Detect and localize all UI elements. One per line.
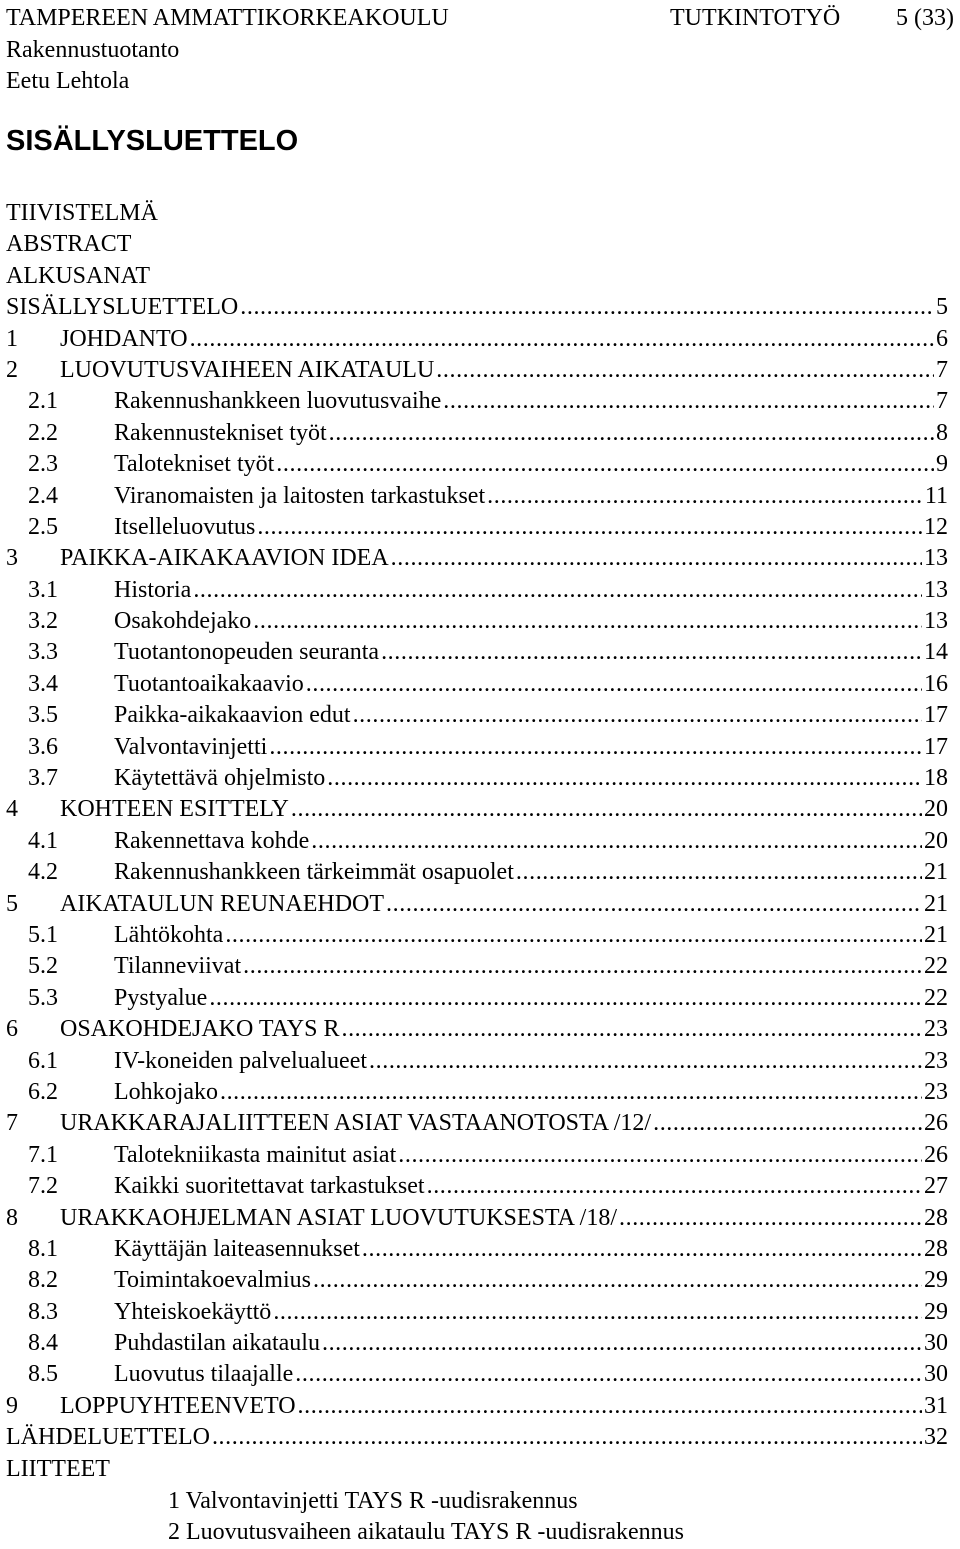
toc-entry-number: 2.3 bbox=[28, 451, 58, 478]
toc-entry bbox=[6, 1171, 948, 1202]
toc-entry bbox=[6, 1203, 948, 1234]
toc-dot-leader bbox=[322, 1328, 922, 1359]
toc-entry-page-number: 29 bbox=[924, 1298, 948, 1325]
toc-entry-title: Lohkojako bbox=[114, 1078, 218, 1105]
toc-entry-page-number: 14 bbox=[924, 639, 948, 666]
toc-entry-title: Käyttäjän laiteasennukset bbox=[114, 1235, 360, 1262]
toc-dot-leader bbox=[269, 732, 922, 763]
toc-entry-number: 3.4 bbox=[28, 670, 58, 697]
toc-dot-leader bbox=[257, 512, 922, 543]
toc-entry bbox=[6, 198, 948, 229]
toc-dot-leader bbox=[443, 386, 934, 417]
toc-entry bbox=[6, 292, 948, 323]
toc-entry-page-number: 23 bbox=[924, 1016, 948, 1043]
toc-entry-title: Rakennushankkeen luovutusvaihe bbox=[114, 388, 442, 415]
toc-entry-page-number: 7 bbox=[936, 388, 948, 415]
toc-entry-title: Rakennettava kohde bbox=[114, 827, 310, 854]
toc-entry bbox=[6, 1234, 948, 1265]
toc-entry-page-number: 13 bbox=[924, 576, 948, 603]
table-of-contents bbox=[6, 198, 948, 1485]
toc-entry-title: Osakohdejako bbox=[114, 608, 252, 635]
toc-entry bbox=[6, 1328, 948, 1359]
toc-entry-title: Lähtökohta bbox=[114, 921, 224, 948]
toc-entry-page-number: 17 bbox=[924, 702, 948, 729]
toc-dot-leader bbox=[313, 1265, 922, 1296]
toc-dot-leader bbox=[362, 1234, 922, 1265]
toc-entry-number: 5 bbox=[6, 890, 18, 917]
toc-entry-title: Käytettävä ohjelmisto bbox=[114, 765, 326, 792]
toc-entry-number: 6 bbox=[6, 1016, 18, 1043]
toc-entry-page-number: 5 bbox=[936, 294, 948, 321]
header-page-indicator: 5 (33) bbox=[896, 5, 954, 31]
toc-dot-leader bbox=[341, 1014, 922, 1045]
toc-entry-page-number: 30 bbox=[924, 1361, 948, 1388]
toc-entry-page-number: 22 bbox=[924, 953, 948, 980]
toc-dot-leader bbox=[427, 1171, 922, 1202]
toc-entry-number: 5.3 bbox=[28, 984, 58, 1011]
toc-entry-number: 8.4 bbox=[28, 1330, 58, 1357]
toc-entry-title: LIITTEET bbox=[6, 1455, 110, 1482]
toc-entry-number: 3.2 bbox=[28, 608, 58, 635]
toc-entry-title: URAKKAOHJELMAN ASIAT LUOVUTUKSESTA /18/ bbox=[60, 1204, 617, 1231]
toc-dot-leader bbox=[291, 794, 922, 825]
toc-entry-page-number: 30 bbox=[924, 1330, 948, 1357]
toc-entry bbox=[6, 575, 948, 606]
toc-entry-number: 3.5 bbox=[28, 702, 58, 729]
toc-entry bbox=[6, 512, 948, 543]
toc-entry-number: 7 bbox=[6, 1110, 18, 1137]
toc-dot-leader bbox=[306, 669, 922, 700]
toc-entry bbox=[6, 1297, 948, 1328]
toc-entry-page-number: 28 bbox=[924, 1204, 948, 1231]
toc-entry-page-number: 23 bbox=[924, 1047, 948, 1074]
toc-entry-number: 6.2 bbox=[28, 1078, 58, 1105]
toc-dot-leader bbox=[212, 1422, 922, 1453]
toc-entry-number: 4 bbox=[6, 796, 18, 823]
toc-entry-page-number: 9 bbox=[936, 451, 948, 478]
toc-entry bbox=[6, 826, 948, 857]
toc-dot-leader bbox=[209, 983, 922, 1014]
toc-entry bbox=[6, 700, 948, 731]
toc-entry-page-number: 18 bbox=[924, 765, 948, 792]
toc-entry bbox=[6, 543, 948, 574]
toc-dot-leader bbox=[295, 1359, 922, 1390]
toc-entry-page-number: 16 bbox=[924, 670, 948, 697]
toc-entry-title: IV-koneiden palvelualueet bbox=[114, 1047, 368, 1074]
appendix-list bbox=[168, 1486, 684, 1549]
header-institution: TAMPEREEN AMMATTIKORKEAKOULU bbox=[6, 5, 449, 31]
toc-entry bbox=[6, 1265, 948, 1296]
toc-entry-number: 3 bbox=[6, 545, 18, 572]
toc-entry-title: ABSTRACT bbox=[6, 231, 132, 258]
toc-entry-title: Luovutus tilaajalle bbox=[114, 1361, 294, 1388]
toc-entry-number: 8.5 bbox=[28, 1361, 58, 1388]
toc-entry bbox=[6, 449, 948, 480]
toc-entry bbox=[6, 857, 948, 888]
toc-entry bbox=[6, 481, 948, 512]
toc-entry-title: Paikka-aikakaavion edut bbox=[114, 702, 351, 729]
toc-entry-title: LOPPUYHTEENVETO bbox=[60, 1392, 296, 1419]
toc-dot-leader bbox=[243, 951, 922, 982]
toc-entry-page-number: 21 bbox=[924, 890, 948, 917]
toc-entry-page-number: 11 bbox=[924, 482, 948, 509]
toc-entry-title: Tilanneviivat bbox=[114, 953, 242, 980]
toc-entry-number: 4.1 bbox=[28, 827, 58, 854]
toc-entry-title: Tuotantoaikakaavio bbox=[114, 670, 304, 697]
toc-entry bbox=[6, 1359, 948, 1390]
toc-entry-title: URAKKARAJALIITTEEN ASIAT VASTAANOTOSTA /12/ bbox=[60, 1110, 652, 1137]
toc-entry-title: Historia bbox=[114, 576, 192, 603]
toc-entry-title: SISÄLLYSLUETTELO bbox=[6, 294, 239, 321]
toc-entry-page-number: 32 bbox=[924, 1424, 948, 1451]
toc-dot-leader bbox=[369, 1046, 922, 1077]
toc-entry bbox=[6, 983, 948, 1014]
toc-dot-leader bbox=[398, 1140, 922, 1171]
toc-entry-number: 5.1 bbox=[28, 921, 58, 948]
toc-dot-leader bbox=[311, 826, 922, 857]
appendix-item: 1 Valvontavinjetti TAYS R -uudisrakennus bbox=[168, 1488, 578, 1514]
toc-dot-leader bbox=[619, 1203, 922, 1234]
toc-entry-page-number: 29 bbox=[924, 1267, 948, 1294]
header-document-type: TUTKINTOTYÖ bbox=[670, 5, 841, 31]
toc-entry-title: TIIVISTELMÄ bbox=[6, 200, 158, 226]
toc-entry bbox=[6, 418, 948, 449]
toc-entry-number: 3.1 bbox=[28, 576, 58, 603]
toc-entry bbox=[6, 889, 948, 920]
toc-entry-title: Toimintakoevalmius bbox=[114, 1267, 311, 1294]
toc-entry-number: 8.1 bbox=[28, 1235, 58, 1262]
toc-entry-page-number: 7 bbox=[936, 356, 948, 383]
toc-entry-title: Itselleluovutus bbox=[114, 513, 256, 540]
toc-entry-title: Talotekniset työt bbox=[114, 451, 275, 478]
toc-entry-number: 2.2 bbox=[28, 419, 58, 446]
toc-entry bbox=[6, 1046, 948, 1077]
toc-dot-leader bbox=[193, 575, 922, 606]
toc-entry bbox=[6, 1077, 948, 1108]
toc-entry-title: LÄHDELUETTELO bbox=[6, 1424, 210, 1451]
toc-entry-page-number: 22 bbox=[924, 984, 948, 1011]
toc-entry bbox=[6, 1108, 948, 1139]
toc-dot-leader bbox=[298, 1391, 922, 1422]
toc-dot-leader bbox=[386, 889, 922, 920]
toc-dot-leader bbox=[240, 292, 934, 323]
toc-dot-leader bbox=[190, 324, 934, 355]
toc-entry-title: PAIKKA-AIKAKAAVION IDEA bbox=[60, 545, 389, 572]
toc-entry-page-number: 13 bbox=[924, 545, 948, 572]
header-department: Rakennustuotanto bbox=[6, 37, 180, 63]
toc-entry-page-number: 6 bbox=[936, 325, 948, 352]
toc-entry bbox=[6, 669, 948, 700]
toc-entry-title: Rakennustekniset työt bbox=[114, 419, 327, 446]
toc-entry-title: Kaikki suoritettavat tarkastukset bbox=[114, 1173, 425, 1200]
toc-entry bbox=[6, 355, 948, 386]
toc-entry bbox=[6, 1391, 948, 1422]
toc-dot-leader bbox=[253, 606, 922, 637]
toc-entry-page-number: 20 bbox=[924, 827, 948, 854]
toc-entry-title: Tuotantonopeuden seuranta bbox=[114, 639, 380, 666]
toc-entry-number: 6.1 bbox=[28, 1047, 58, 1074]
toc-entry bbox=[6, 1422, 948, 1453]
toc-entry-number: 7.2 bbox=[28, 1173, 58, 1200]
toc-entry bbox=[6, 763, 948, 794]
toc-entry-title: Valvontavinjetti bbox=[114, 733, 268, 760]
appendix-item: 2 Luovutusvaiheen aikataulu TAYS R -uudisrakennus bbox=[168, 1519, 685, 1546]
toc-entry bbox=[6, 732, 948, 763]
toc-entry-number: 7.1 bbox=[28, 1141, 58, 1168]
toc-entry-title: LUOVUTUSVAIHEEN AIKATAULU bbox=[60, 356, 435, 383]
page-title: SISÄLLYSLUETTELO bbox=[6, 125, 299, 157]
toc-entry-title: Talotekniikasta mainitut asiat bbox=[114, 1141, 397, 1168]
toc-entry-title: Rakennushankkeen tärkeimmät osapuolet bbox=[114, 859, 514, 886]
toc-entry bbox=[6, 261, 948, 292]
toc-entry bbox=[6, 951, 948, 982]
toc-dot-leader bbox=[381, 637, 922, 668]
toc-dot-leader bbox=[276, 449, 934, 480]
toc-entry-number: 5.2 bbox=[28, 953, 58, 980]
toc-entry bbox=[6, 920, 948, 951]
toc-entry bbox=[6, 794, 948, 825]
toc-entry-page-number: 12 bbox=[924, 513, 948, 540]
toc-entry-number: 9 bbox=[6, 1392, 18, 1419]
toc-entry-page-number: 31 bbox=[924, 1392, 948, 1419]
toc-entry-page-number: 26 bbox=[924, 1141, 948, 1168]
toc-entry-page-number: 23 bbox=[924, 1078, 948, 1105]
toc-dot-leader bbox=[436, 355, 934, 386]
toc-entry-page-number: 26 bbox=[924, 1110, 948, 1137]
toc-entry-page-number: 8 bbox=[936, 419, 948, 446]
toc-entry-number: 8.2 bbox=[28, 1267, 58, 1294]
toc-entry-title: ALKUSANAT bbox=[6, 262, 150, 289]
toc-entry bbox=[6, 1454, 948, 1485]
toc-dot-leader bbox=[353, 700, 922, 731]
toc-entry bbox=[6, 229, 948, 260]
toc-dot-leader bbox=[487, 481, 923, 512]
header-author: Eetu Lehtola bbox=[6, 68, 130, 94]
toc-dot-leader bbox=[273, 1297, 922, 1328]
toc-entry-page-number: 27 bbox=[924, 1173, 948, 1200]
toc-entry-page-number: 20 bbox=[924, 796, 948, 823]
toc-entry-number: 2 bbox=[6, 356, 18, 383]
toc-entry bbox=[6, 1014, 948, 1045]
toc-entry-number: 8 bbox=[6, 1204, 18, 1231]
toc-entry-title: AIKATAULUN REUNAEHDOT bbox=[60, 890, 385, 917]
toc-entry-title: Puhdastilan aikataulu bbox=[114, 1330, 320, 1357]
toc-entry-number: 3.7 bbox=[28, 765, 58, 792]
toc-dot-leader bbox=[225, 920, 922, 951]
toc-dot-leader bbox=[516, 857, 922, 888]
toc-entry bbox=[6, 324, 948, 355]
toc-entry bbox=[6, 637, 948, 668]
toc-entry-page-number: 21 bbox=[924, 921, 948, 948]
toc-entry-title: KOHTEEN ESITTELY bbox=[60, 796, 289, 823]
toc-entry-page-number: 28 bbox=[924, 1235, 948, 1262]
toc-dot-leader bbox=[653, 1108, 922, 1139]
toc-dot-leader bbox=[391, 543, 922, 574]
toc-entry-number: 2.5 bbox=[28, 513, 58, 540]
toc-entry-page-number: 13 bbox=[924, 608, 948, 635]
toc-entry-number: 3.3 bbox=[28, 639, 58, 666]
toc-entry-number: 8.3 bbox=[28, 1298, 58, 1325]
toc-entry-title: OSAKOHDEJAKO TAYS R bbox=[60, 1016, 340, 1043]
toc-entry bbox=[6, 386, 948, 417]
toc-entry-title: Yhteiskoekäyttö bbox=[114, 1298, 272, 1325]
toc-entry-number: 2.4 bbox=[28, 482, 58, 509]
toc-entry-page-number: 17 bbox=[924, 733, 948, 760]
toc-entry bbox=[6, 1140, 948, 1171]
toc-entry-title: JOHDANTO bbox=[60, 325, 188, 352]
toc-dot-leader bbox=[327, 763, 922, 794]
toc-entry-number: 4.2 bbox=[28, 859, 58, 886]
toc-entry-number: 2.1 bbox=[28, 388, 58, 415]
toc-entry-page-number: 21 bbox=[924, 859, 948, 886]
toc-entry bbox=[6, 606, 948, 637]
toc-dot-leader bbox=[329, 418, 934, 449]
toc-entry-title: Viranomaisten ja laitosten tarkastukset bbox=[114, 482, 486, 509]
toc-entry-number: 1 bbox=[6, 325, 18, 352]
toc-dot-leader bbox=[220, 1077, 922, 1108]
toc-entry-number: 3.6 bbox=[28, 733, 58, 760]
toc-entry-title: Pystyalue bbox=[114, 984, 208, 1011]
